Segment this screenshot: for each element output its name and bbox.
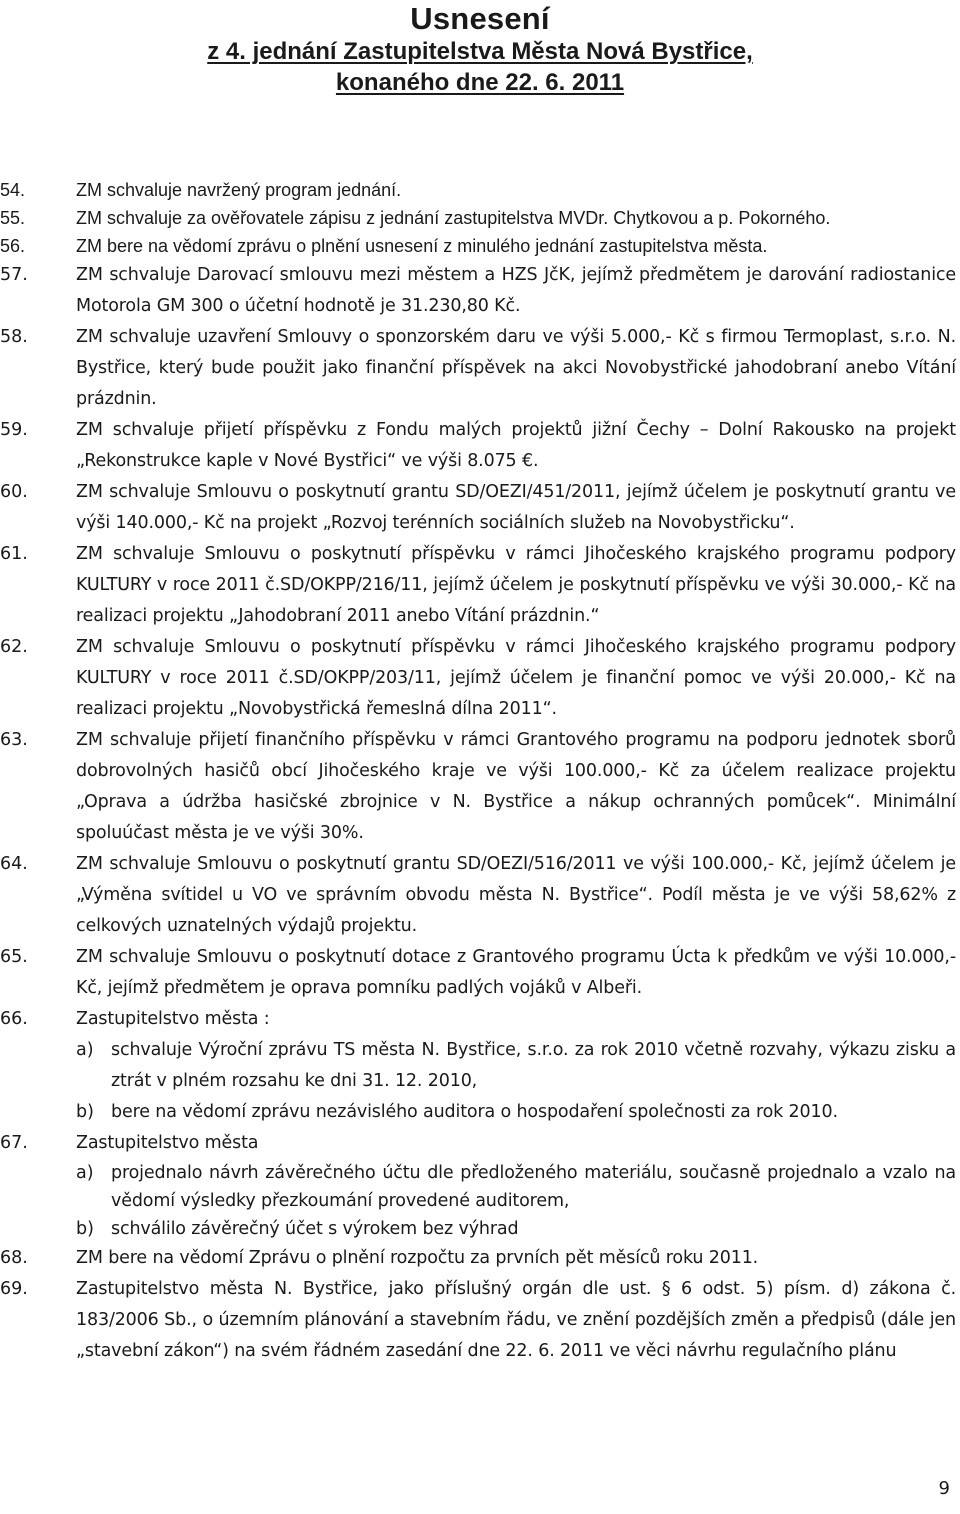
resolution-item — [0, 632, 960, 725]
resolution-item — [0, 415, 960, 477]
item-text: ZM schvaluje přijetí finančního příspěvku v rámci Grantového programu na podporu jednotek sborů dobrovolných hasičů obcí Jihočeského kraje ve výši 100.000,- Kč za účelem realizace projektu „Oprava a údržba hasičské zbrojnice v N. Bystřice a nákup ochranných pomůcek“. Minimální spoluúčast města je ve výši 30%. — [76, 730, 956, 843]
item-number: 59. — [0, 420, 28, 440]
item-number: 58. — [0, 327, 28, 347]
item-text: ZM schvaluje Smlouvu o poskytnutí grantu SD/OEZI/451/2011, jejímž účelem je poskytnutí grantu ve výši 140.000,- Kč na projekt „Rozvoj terénních sociálních služeb na Novobystřicku“. — [76, 482, 956, 533]
sub-item-label: b) — [76, 1102, 94, 1122]
resolution-item — [0, 1128, 960, 1159]
sub-item-label: a) — [76, 1163, 94, 1183]
item-text: ZM schvaluje uzavření Smlouvy o sponzorském daru ve výši 5.000,- Kč s firmou Termoplast, s.r.o. N. Bystřice, který bude použit jako finanční příspěvek na akci Novobystřické jahodobraní anebo Vítání prázdnin. — [76, 327, 956, 409]
item-text: ZM bere na vědomí zprávu o plnění usnesení z minulého jednání zastupitelstva města. — [76, 236, 768, 256]
item-text: Zastupitelstvo města : — [76, 1009, 270, 1029]
sub-item-label: a) — [76, 1040, 94, 1060]
item-number: 60. — [0, 482, 28, 502]
sub-item-text: schvaluje Výroční zprávu TS města N. Bystřice, s.r.o. za rok 2010 včetně rozvahy, výkazu zisku a ztrát v plném rozsahu ke dni 31. 12. 2010, — [111, 1040, 956, 1091]
item-number: 63. — [0, 730, 28, 750]
item-text: ZM schvaluje Darovací smlouvu mezi městem a HZS JčK, jejímž předmětem je darování radiostanice Motorola GM 300 o účetní hodnotě je 31.230,80 Kč. — [76, 265, 956, 316]
item-text: ZM schvaluje přijetí příspěvku z Fondu malých projektů jižní Čechy – Dolní Rakousko na projekt „Rekonstrukce kaple v Nové Bystřici“ ve výši 8.075 €. — [76, 420, 956, 471]
resolution-item — [0, 1274, 960, 1367]
document-header — [0, 2, 960, 98]
resolution-item — [0, 232, 960, 260]
item-text: ZM schvaluje Smlouvu o poskytnutí příspěvku v rámci Jihočeského krajského programu podpory KULTURY v roce 2011 č.SD/OKPP/216/11, jejímž účelem je poskytnutí příspěvku ve výši 30.000,- Kč na realizaci projektu „Jahodobraní 2011 anebo Vítání prázdnin.“ — [76, 544, 956, 626]
document-subtitle-line1: z 4. jednání Zastupitelstva Města Nová Bystřice, — [207, 38, 753, 65]
resolution-item — [0, 260, 960, 322]
item-text: ZM schvaluje Smlouvu o poskytnutí dotace z Grantového programu Úcta k předkům ve výši 10.000,- Kč, jejímž předmětem je oprava pomníku padlých vojáků v Albeři. — [76, 947, 956, 998]
item-number: 54. — [0, 180, 26, 200]
item-text: ZM bere na vědomí Zprávu o plnění rozpočtu za prvních pět měsíců roku 2011. — [76, 1248, 759, 1268]
sub-item-label: b) — [76, 1219, 94, 1239]
resolution-list — [0, 176, 960, 1367]
item-text: Zastupitelstvo města — [76, 1133, 259, 1153]
item-number: 66. — [0, 1009, 28, 1029]
document-subtitle-line2: konaného dne 22. 6. 2011 — [335, 69, 625, 96]
item-text: ZM schvaluje Smlouvu o poskytnutí grantu SD/OEZI/516/2011 ve výši 100.000,- Kč, jejímž účelem je „Výměna svítidel u VO ve správním obvodu města N. Bystřice“. Podíl města je ve výši 58,62% z celkových uznatelných výdajů projektu. — [76, 854, 956, 936]
resolution-item — [0, 176, 960, 204]
resolution-item — [0, 849, 960, 942]
sub-item — [76, 1097, 960, 1128]
item-number: 55. — [0, 208, 26, 228]
sub-item-text: projednalo návrh závěrečného účtu dle předloženého materiálu, současně projednalo a vzalo na vědomí výsledky přezkoumání provedené auditorem, — [111, 1163, 956, 1211]
resolution-item — [0, 477, 960, 539]
sub-item — [76, 1159, 960, 1215]
sub-item-text: bere na vědomí zprávu nezávislého auditora o hospodaření společnosti za rok 2010. — [111, 1102, 838, 1122]
item-number: 65. — [0, 947, 28, 967]
item-number: 61. — [0, 544, 28, 564]
resolution-item — [0, 725, 960, 849]
item-text: Zastupitelstvo města N. Bystřice, jako příslušný orgán dle ust. § 6 odst. 5) písm. d) zákona č. 183/2006 Sb., o územním plánování a stavebním řádu, ve znění pozdějších změn a předpisů (dále jen „stavební zákon“) na svém řádném zasedání dne 22. 6. 2011 ve věci návrhu regulačního plánu — [76, 1279, 956, 1361]
item-number: 67. — [0, 1133, 28, 1153]
item-number: 62. — [0, 637, 28, 657]
resolution-item — [0, 1004, 960, 1035]
resolution-item — [0, 539, 960, 632]
item-number: 57. — [0, 265, 28, 285]
sub-item-text: schválilo závěrečný účet s výrokem bez výhrad — [111, 1219, 519, 1239]
item-text: ZM schvaluje Smlouvu o poskytnutí příspěvku v rámci Jihočeského krajského programu podpory KULTURY v roce 2011 č.SD/OKPP/203/11, jejímž účelem je finanční pomoc ve výši 20.000,- Kč na realizaci projektu „Novobystřická řemeslná dílna 2011“. — [76, 637, 956, 719]
item-number: 69. — [0, 1279, 28, 1299]
resolution-item — [0, 204, 960, 232]
sub-item — [76, 1035, 960, 1097]
item-number: 56. — [0, 236, 26, 256]
sub-item — [76, 1215, 960, 1243]
item-number: 64. — [0, 854, 28, 874]
page-number: 9 — [938, 1478, 950, 1499]
item-text: ZM schvaluje za ověřovatele zápisu z jednání zastupitelstva MVDr. Chytkovou a p. Pokorného. — [76, 208, 831, 228]
item-text: ZM schvaluje navržený program jednání. — [76, 180, 402, 200]
document-title: Usnesení — [410, 1, 550, 36]
resolution-item — [0, 322, 960, 415]
item-number: 68. — [0, 1248, 28, 1268]
resolution-item — [0, 942, 960, 1004]
resolution-item — [0, 1243, 960, 1274]
